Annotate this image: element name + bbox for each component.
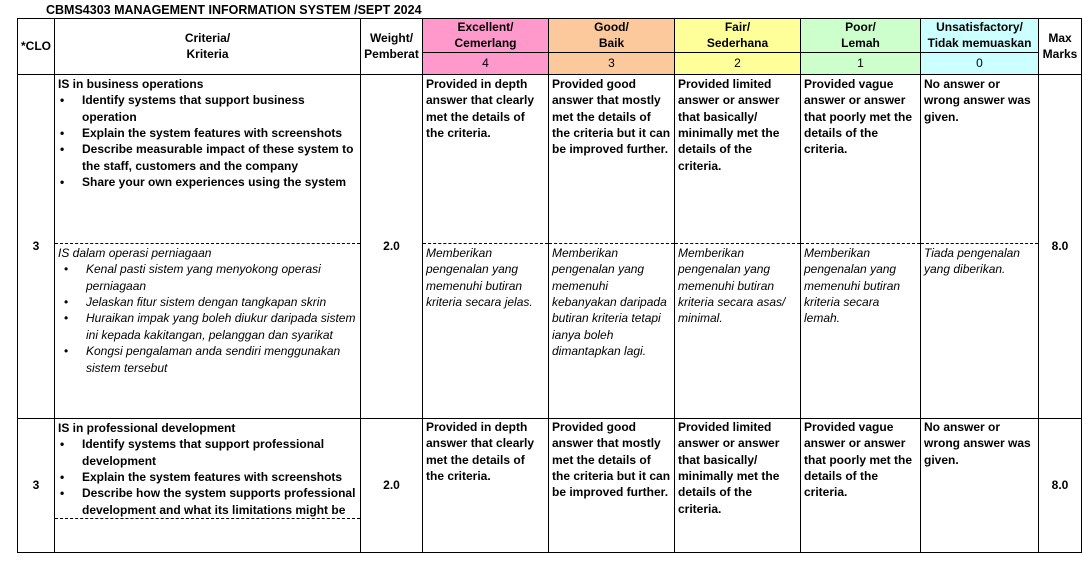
weight-value: 2.0 bbox=[361, 418, 423, 552]
criteria-title-my: IS dalam operasi perniagaan bbox=[58, 245, 212, 260]
criteria-list-my: • Kenal pasti sistem yang menyokong operasi perniagaan • Jelaskan fitur sistem dengan tangkapan skrin • Huraikan impak yang boleh diukur daripada sistem ini kepada kakitangan, pelanggan dan syarikat • Kongsi pengalaman anda sendiri menggunakan sistem tersebut bbox=[58, 261, 357, 376]
level-good-header: Good/ Baik bbox=[549, 19, 675, 53]
criteria-cell bbox=[55, 418, 361, 552]
desc-good: Provided good answer that mostly met the details of the criteria but it can be improved further. Memberikan pengenalan yang memenuhi kebanyakan daripada butiran kriteria tetapi ianya boleh dimantapkan lagi. bbox=[549, 74, 675, 418]
clo-value: 3 bbox=[18, 74, 55, 418]
rubric-table bbox=[17, 18, 1082, 553]
level-fair-header: Fair/ Sederhana bbox=[675, 19, 801, 53]
clo-value: 3 bbox=[18, 418, 55, 552]
level-poor-header: Poor/ Lemah bbox=[801, 19, 921, 53]
score-2: 2 bbox=[675, 52, 801, 74]
score-1: 1 bbox=[801, 52, 921, 74]
clo-header: *CLO bbox=[18, 19, 55, 75]
weight-header: Weight/ Pemberat bbox=[361, 19, 423, 75]
level-unsatisfactory-header: Unsatisfactory/ Tidak memuaskan bbox=[921, 19, 1039, 53]
desc-fair: Provided limited answer or answer that basically/ minimally met the details of the criteria. bbox=[675, 418, 801, 552]
weight-value: 2.0 bbox=[361, 74, 423, 418]
max-marks-value: 8.0 bbox=[1039, 418, 1082, 552]
desc-unsatisfactory: No answer or wrong answer was given. bbox=[921, 418, 1039, 552]
max-marks-header: Max Marks bbox=[1039, 19, 1082, 75]
document-title: CBMS4303 MANAGEMENT INFORMATION SYSTEM /SEPT 2024 bbox=[46, 3, 422, 17]
table-row bbox=[18, 74, 1082, 418]
score-3: 3 bbox=[549, 52, 675, 74]
max-marks-value: 8.0 bbox=[1039, 74, 1082, 418]
score-4: 4 bbox=[423, 52, 549, 74]
desc-poor: Provided vague answer or answer that poorly met the details of the criteria. bbox=[801, 418, 921, 552]
table-row bbox=[18, 418, 1082, 552]
desc-excellent: Provided in depth answer that clearly met the details of the criteria. Memberikan pengenalan yang memenuhi butiran kriteria secara jelas. bbox=[423, 74, 549, 418]
criteria-title: IS in professional development bbox=[58, 420, 236, 435]
level-excellent-header: Excellent/ Cemerlang bbox=[423, 19, 549, 53]
desc-fair: Provided limited answer or answer that basically/ minimally met the details of the criteria. Memberikan pengenalan yang memenuhi butiran kriteria secara asas/ minimal. bbox=[675, 74, 801, 418]
desc-poor: Provided vague answer or answer that poorly met the details of the criteria. Memberikan pengenalan yang memenuhi butiran kriteria secara lemah. bbox=[801, 74, 921, 418]
criteria-list: • Identify systems that support business operation • Explain the system features with screenshots • Describe measurable impact of these system to the staff, customers and the company • Share your own experiences using the system bbox=[58, 92, 357, 190]
score-0: 0 bbox=[921, 52, 1039, 74]
criteria-list: • Identify systems that support professional development • Explain the system features with screenshots • Describe how the system supports professional development and what its limitations might be bbox=[58, 436, 357, 518]
desc-good: Provided good answer that mostly met the details of the criteria but it can be improved further. bbox=[549, 418, 675, 552]
desc-excellent: Provided in depth answer that clearly met the details of the criteria. bbox=[423, 418, 549, 552]
criteria-header: Criteria/ Kriteria bbox=[55, 19, 361, 75]
desc-unsatisfactory: No answer or wrong answer was given. Tiada pengenalan yang diberikan. bbox=[921, 74, 1039, 418]
criteria-cell bbox=[55, 74, 361, 418]
criteria-title: IS in business operations bbox=[58, 76, 204, 91]
header-row bbox=[18, 19, 1082, 53]
